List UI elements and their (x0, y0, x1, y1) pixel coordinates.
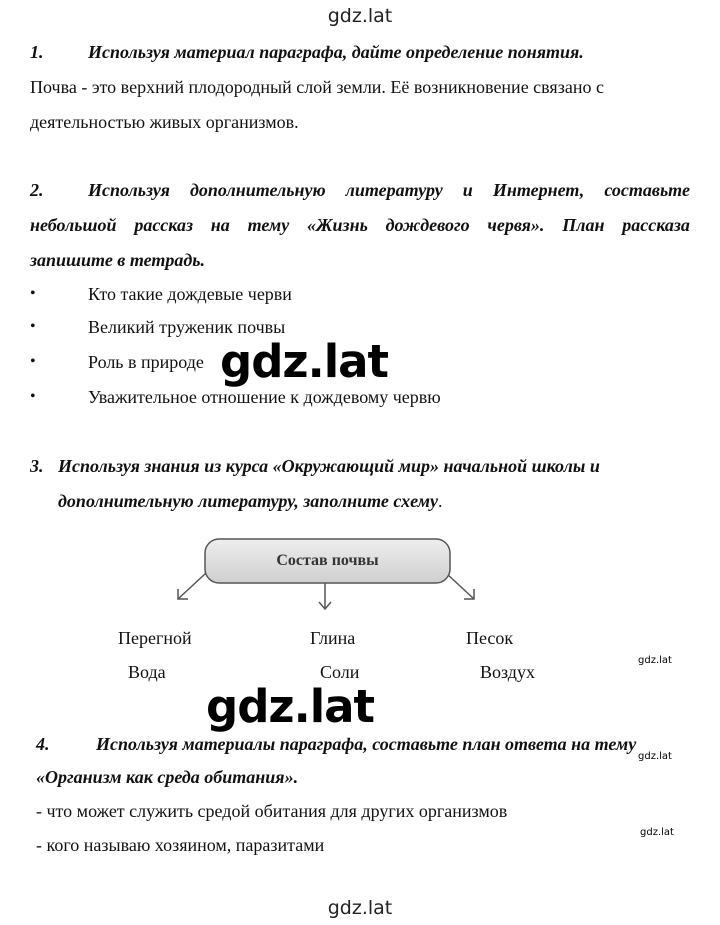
q2-question-line1 (88, 180, 690, 201)
q4-answer: - что может служить средой обитания для других организмов (36, 801, 508, 821)
q4-question-line1: Используя материалы параграфа, составьте план ответа на тему (96, 734, 637, 754)
q1-question: Используя материал параграфа, дайте определение понятия. (88, 42, 584, 62)
q2-word: План (562, 215, 605, 235)
component-label: Соли (320, 662, 360, 682)
q2-word: Интернет, (492, 180, 585, 200)
q2-word: Используя (88, 180, 170, 200)
q1-answer-line2: деятельностью живых организмов. (30, 112, 299, 132)
bullet-item: Уважительное отношение к дождевому червю (88, 387, 441, 407)
component-label: Вода (128, 662, 166, 682)
q1-number: 1. (30, 42, 44, 62)
diagram-box-label: Состав почвы (276, 552, 379, 569)
q2-word: рассказа (622, 215, 690, 235)
soil-diagram (170, 535, 490, 615)
watermark-bottom: gdz.lat (327, 897, 393, 919)
arrow-left (178, 573, 206, 599)
q2-number: 2. (30, 180, 44, 200)
q1-answer-line1: Почва - это верхний плодородный слой земли. Её возникновение связано с (30, 77, 604, 97)
q4-number: 4. (36, 734, 50, 754)
q2-word: дождевого (385, 215, 470, 235)
watermark-small: gdz.lat (640, 827, 674, 838)
q2-word: «Жизнь (307, 215, 368, 235)
q2-word: небольшой (30, 215, 117, 235)
component-label: Перегной (118, 628, 192, 648)
bullet-dot: • (30, 353, 36, 370)
watermark-top: gdz.lat (327, 5, 393, 27)
watermark-large: gdz.lat (220, 335, 389, 388)
q2-word: составьте (604, 180, 690, 200)
q2-question-line3: запишите в тетрадь. (30, 250, 206, 270)
bullet-dot: • (30, 388, 36, 405)
q4-question-line2: «Организм как среда обитания». (36, 767, 299, 787)
component-label: Воздух (480, 662, 535, 682)
bullet-item: Кто такие дождевые черви (88, 284, 292, 304)
bullet-dot: • (30, 285, 36, 302)
q3-question-line1: Используя знания из курса «Окружающий мир» начальной школы и (58, 456, 600, 476)
bullet-item: Великий труженик почвы (88, 317, 286, 337)
q2-question-line2 (30, 215, 690, 236)
bullet-dot: • (30, 318, 36, 335)
q2-word: тему (247, 215, 290, 235)
q3-question-line2-text: дополнительную литературу, заполните схему (58, 491, 438, 511)
arrow-right (446, 573, 474, 599)
q2-word: на (210, 215, 230, 235)
q4-answer: - кого называю хозяином, паразитами (36, 835, 325, 855)
q2-word: и (462, 180, 473, 200)
q2-word: червя». (487, 215, 545, 235)
q2-word: литературу (345, 180, 443, 200)
q3-question-line2-end: . (437, 491, 443, 511)
component-label: Песок (466, 628, 514, 648)
q3-question-line2 (58, 491, 442, 512)
watermark-large: gdz.lat (206, 680, 375, 733)
arrow-middle (319, 583, 331, 609)
q3-number: 3. (30, 456, 44, 476)
q2-word: рассказ (134, 215, 193, 235)
watermark-small: gdz.lat (638, 655, 672, 666)
q2-word: дополнительную (189, 180, 326, 200)
watermark-small: gdz.lat (638, 751, 672, 762)
bullet-item: Роль в природе (88, 352, 204, 372)
component-label: Глина (310, 628, 356, 648)
